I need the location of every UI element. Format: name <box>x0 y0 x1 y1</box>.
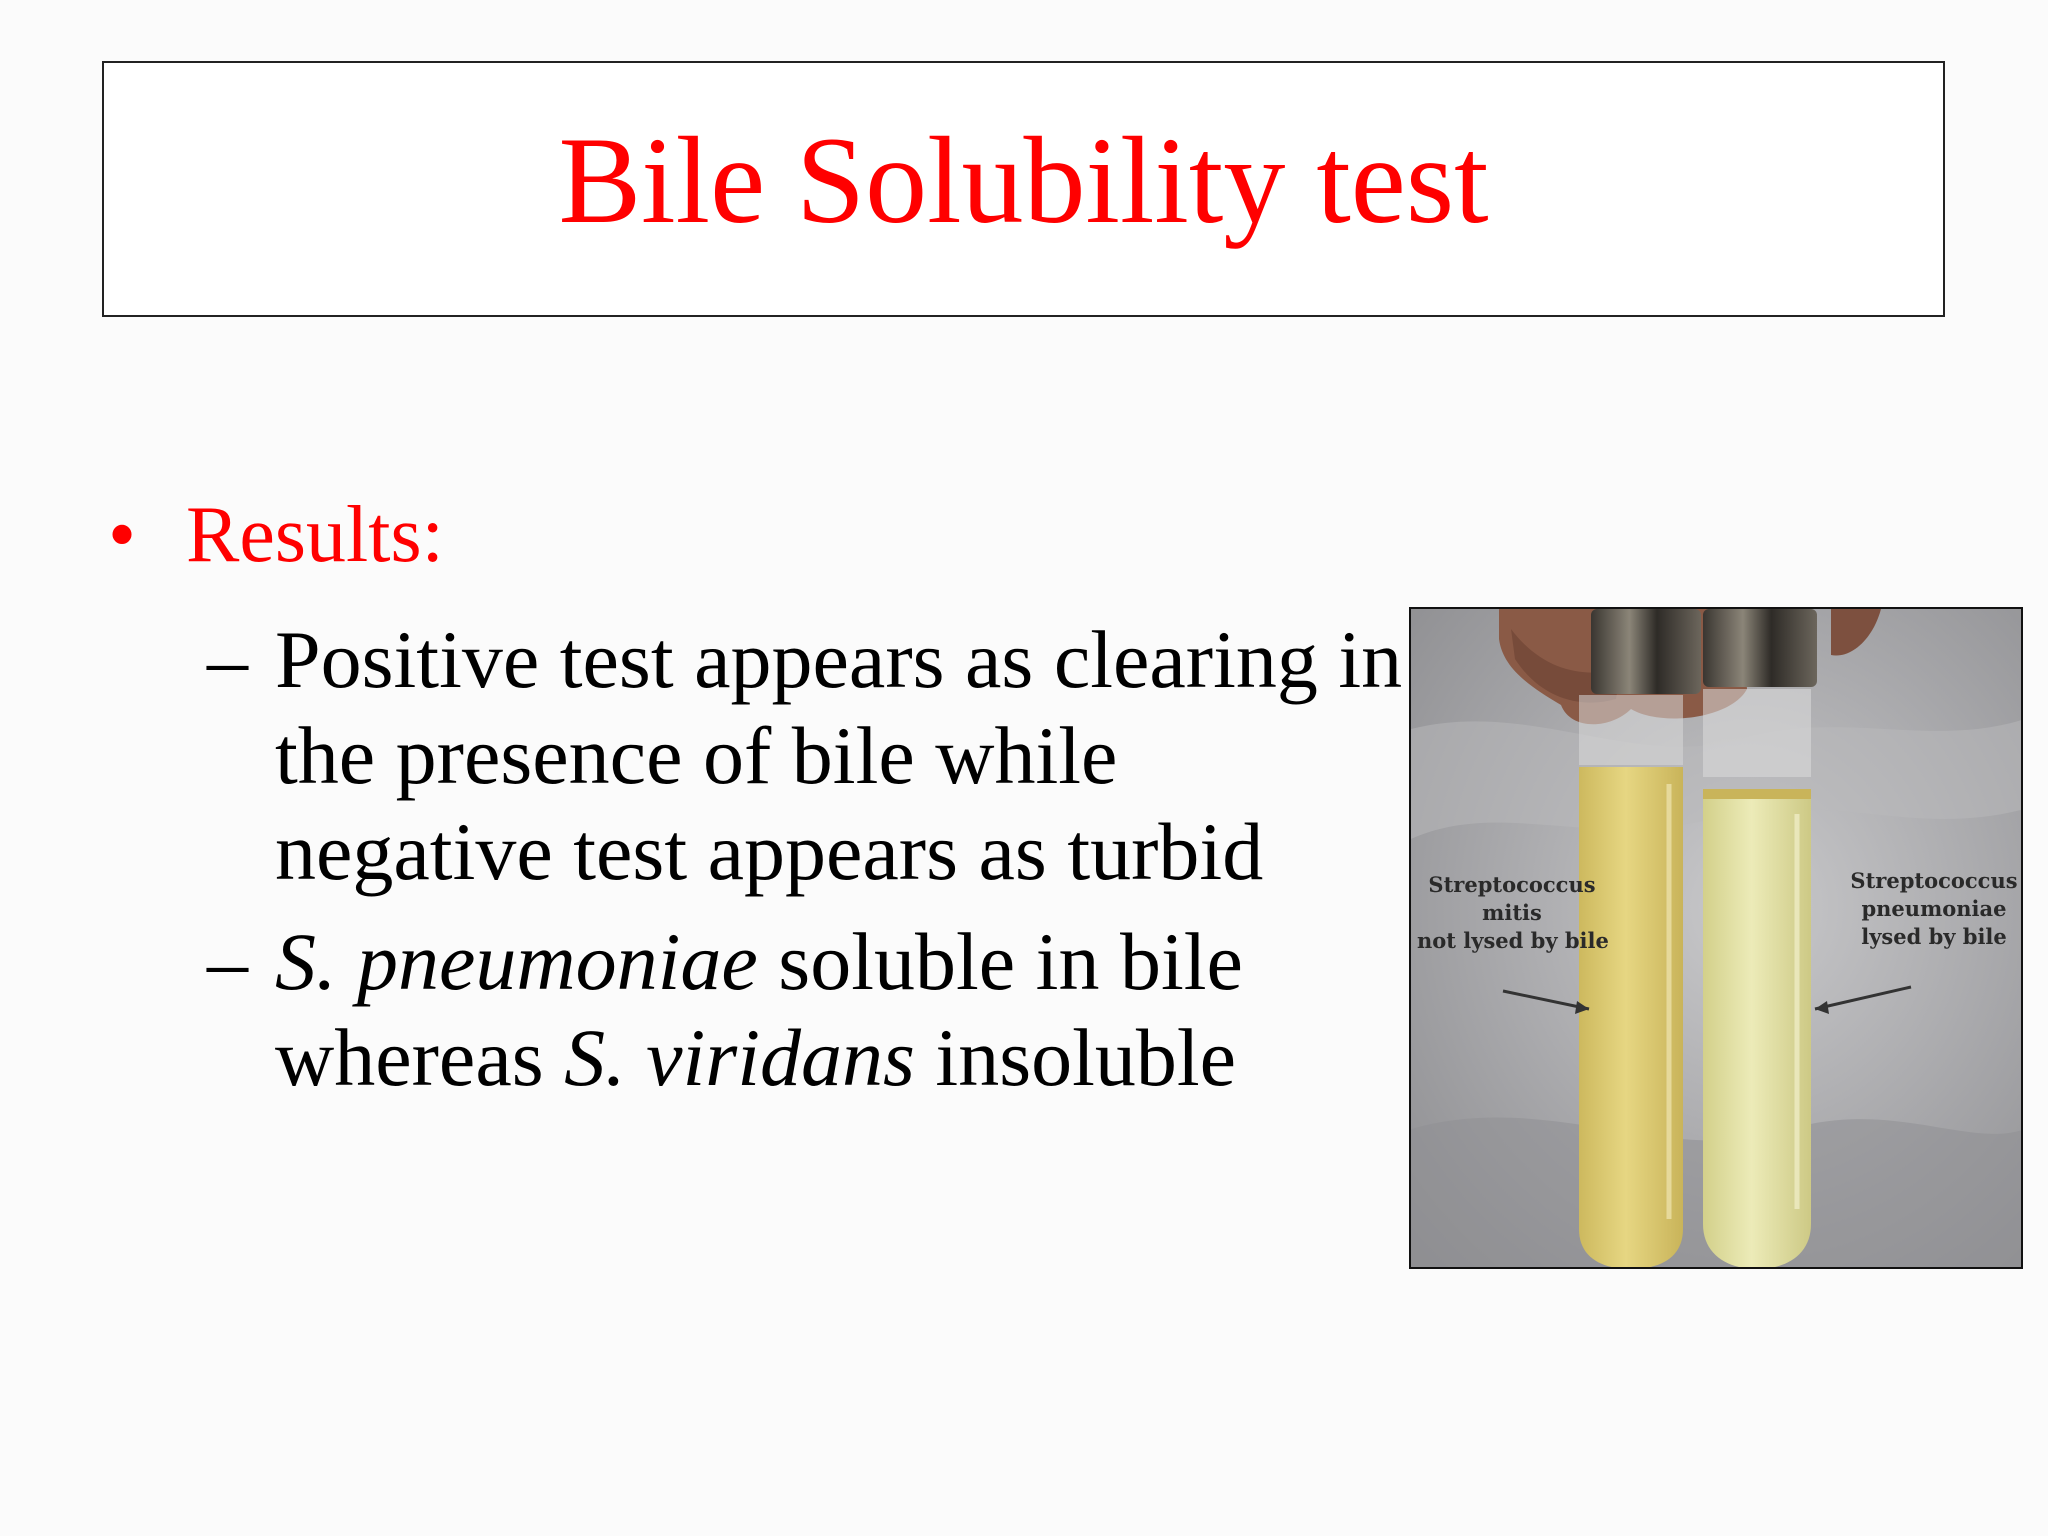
sub-point-line <box>275 914 1243 1010</box>
test-tube-photo <box>1409 607 2023 1269</box>
label-streptococcus-mitis <box>1417 871 1607 955</box>
label-line: mitis <box>1482 900 1542 925</box>
label-line: Streptococcus <box>1428 872 1596 897</box>
label-line: not lysed by bile <box>1417 928 1609 953</box>
label-line: lysed by bile <box>1861 924 2007 949</box>
tube-cap-right <box>1703 609 1817 687</box>
bullet-label: Results: <box>186 491 444 579</box>
species-name: S. pneumoniae <box>275 916 758 1007</box>
sub-point-line: Positive test appears as clearing in <box>275 614 1403 705</box>
bullet-dot-icon: • <box>108 491 137 579</box>
dash-icon: – <box>207 916 248 1007</box>
dash-icon: – <box>207 614 248 705</box>
species-name: S. viridans <box>564 1012 915 1103</box>
sub-point-line: negative test appears as turbid <box>275 806 1264 897</box>
sub-point-line: the presence of bile while <box>275 710 1118 801</box>
title-box <box>102 61 1945 317</box>
tube-cap-left <box>1591 609 1701 694</box>
sub-point-text: insoluble <box>914 1012 1237 1103</box>
label-streptococcus-pneumoniae <box>1849 867 2019 951</box>
sub-point-line <box>275 1010 1243 1106</box>
slide-title: Bile Solubility test <box>558 112 1489 249</box>
label-line: pneumoniae <box>1861 896 2007 921</box>
sub-point-text: whereas <box>275 1012 565 1103</box>
bullet-results <box>108 491 444 579</box>
sub-point-text: soluble in bile <box>757 916 1243 1007</box>
label-line: Streptococcus <box>1850 868 2018 893</box>
